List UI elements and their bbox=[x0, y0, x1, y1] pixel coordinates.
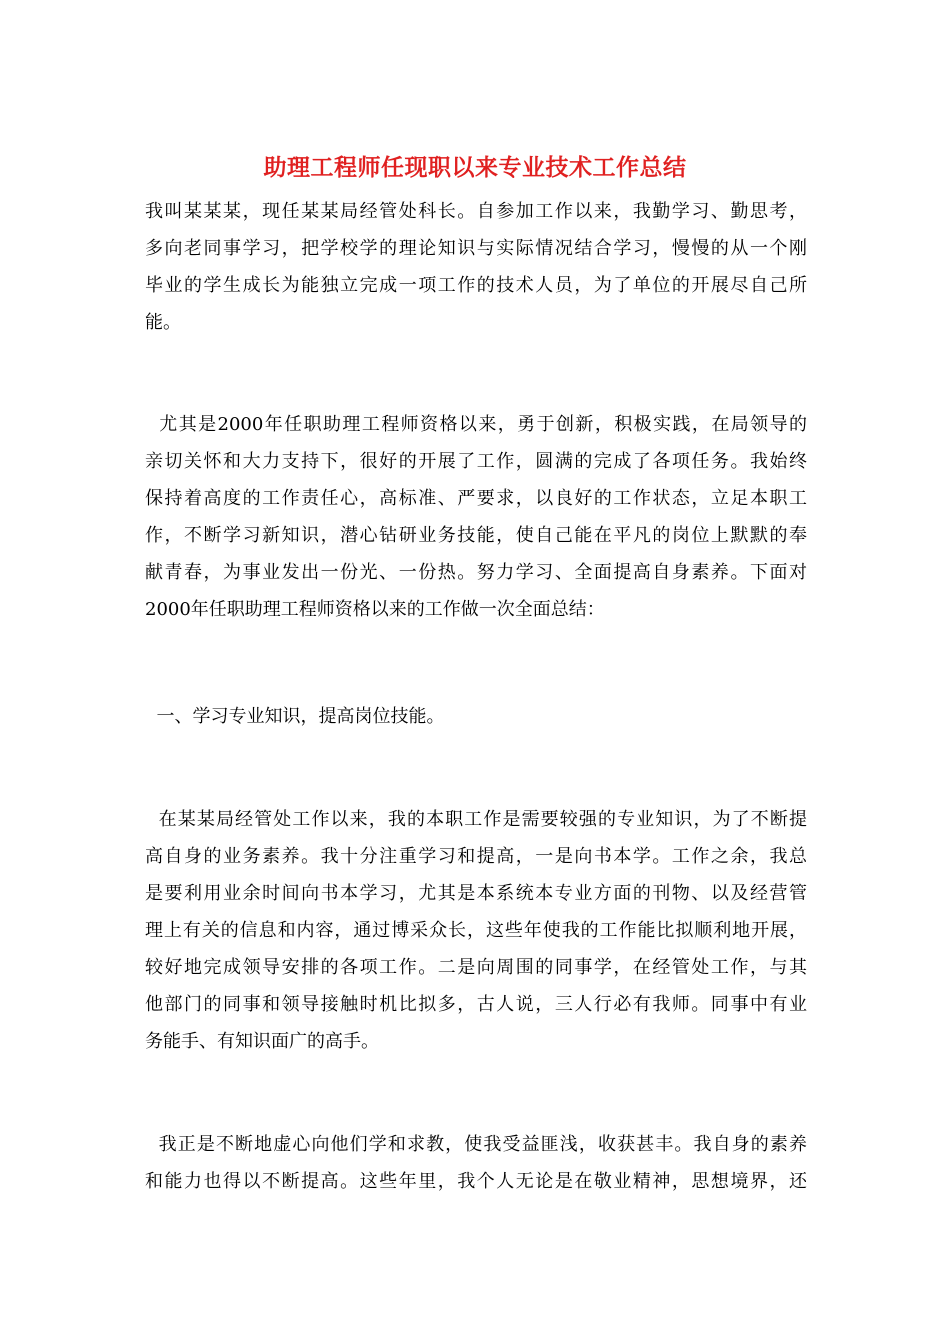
text-line: 务能手、有知识面广的高手。 bbox=[145, 1031, 379, 1052]
text-line: 保持着高度的工作责任心，高标准、严要求，以良好的工作状态，立足本职工 bbox=[145, 488, 807, 509]
text-line: 我叫某某某，现任某某局经管处科长。自参加工作以来，我勤学习、勤思考， bbox=[145, 201, 807, 222]
text-line: 我正是不断地虚心向他们学和求教，使我受益匪浅，收获甚丰。我自身的素养 bbox=[145, 1134, 807, 1155]
text-line: 是要利用业余时间向书本学习，尤其是本系统本专业方面的刊物、以及经营管 bbox=[145, 883, 807, 904]
text-line: 较好地完成领导安排的各项工作。二是向周围的同事学，在经管处工作，与其 bbox=[145, 957, 807, 978]
paragraph-since-2000 bbox=[145, 406, 807, 628]
text-line: 多向老同事学习，把学校学的理论知识与实际情况结合学习，慢慢的从一个刚 bbox=[145, 238, 807, 259]
text-line: 在某某局经管处工作以来，我的本职工作是需要较强的专业知识，为了不断提 bbox=[145, 809, 807, 830]
text-line: 一、学习专业知识，提高岗位技能。 bbox=[145, 706, 445, 727]
text-line: 作，不断学习新知识，潜心钻研业务技能，使自己能在平凡的岗位上默默的奉 bbox=[145, 525, 807, 546]
text-line: 亲切关怀和大力支持下，很好的开展了工作，圆满的完成了各项任务。我始终 bbox=[145, 451, 807, 472]
text-line: 2000年任职助理工程师资格以来的工作做一次全面总结： bbox=[145, 599, 605, 620]
text-line: 尤其是2000年任职助理工程师资格以来，勇于创新，积极实践，在局领导的 bbox=[145, 414, 807, 435]
text-line: 理上有关的信息和内容，通过博采众长，这些年使我的工作能比拟顺利地开展， bbox=[145, 920, 807, 941]
paragraph-intro bbox=[145, 193, 807, 341]
document-title: 助理工程师任现职以来专业技术工作总结 bbox=[263, 154, 687, 181]
text-line: 能。 bbox=[145, 312, 181, 333]
paragraph-learning bbox=[145, 801, 807, 1060]
text-line: 献青春，为事业发出一份光、一份热。努力学习、全面提高自身素养。下面对 bbox=[145, 562, 807, 583]
text-line: 高自身的业务素养。我十分注重学习和提高，一是向书本学。工作之余，我总 bbox=[145, 846, 807, 867]
section-heading-1 bbox=[145, 698, 807, 735]
paragraph-humble-learning bbox=[145, 1126, 807, 1200]
text-line: 毕业的学生成长为能独立完成一项工作的技术人员，为了单位的开展尽自己所 bbox=[145, 275, 807, 296]
text-line: 和能力也得以不断提高。这些年里，我个人无论是在敬业精神，思想境界，还 bbox=[145, 1171, 807, 1192]
text-line: 他部门的同事和领导接触时机比拟多，古人说，三人行必有我师。同事中有业 bbox=[145, 994, 807, 1015]
